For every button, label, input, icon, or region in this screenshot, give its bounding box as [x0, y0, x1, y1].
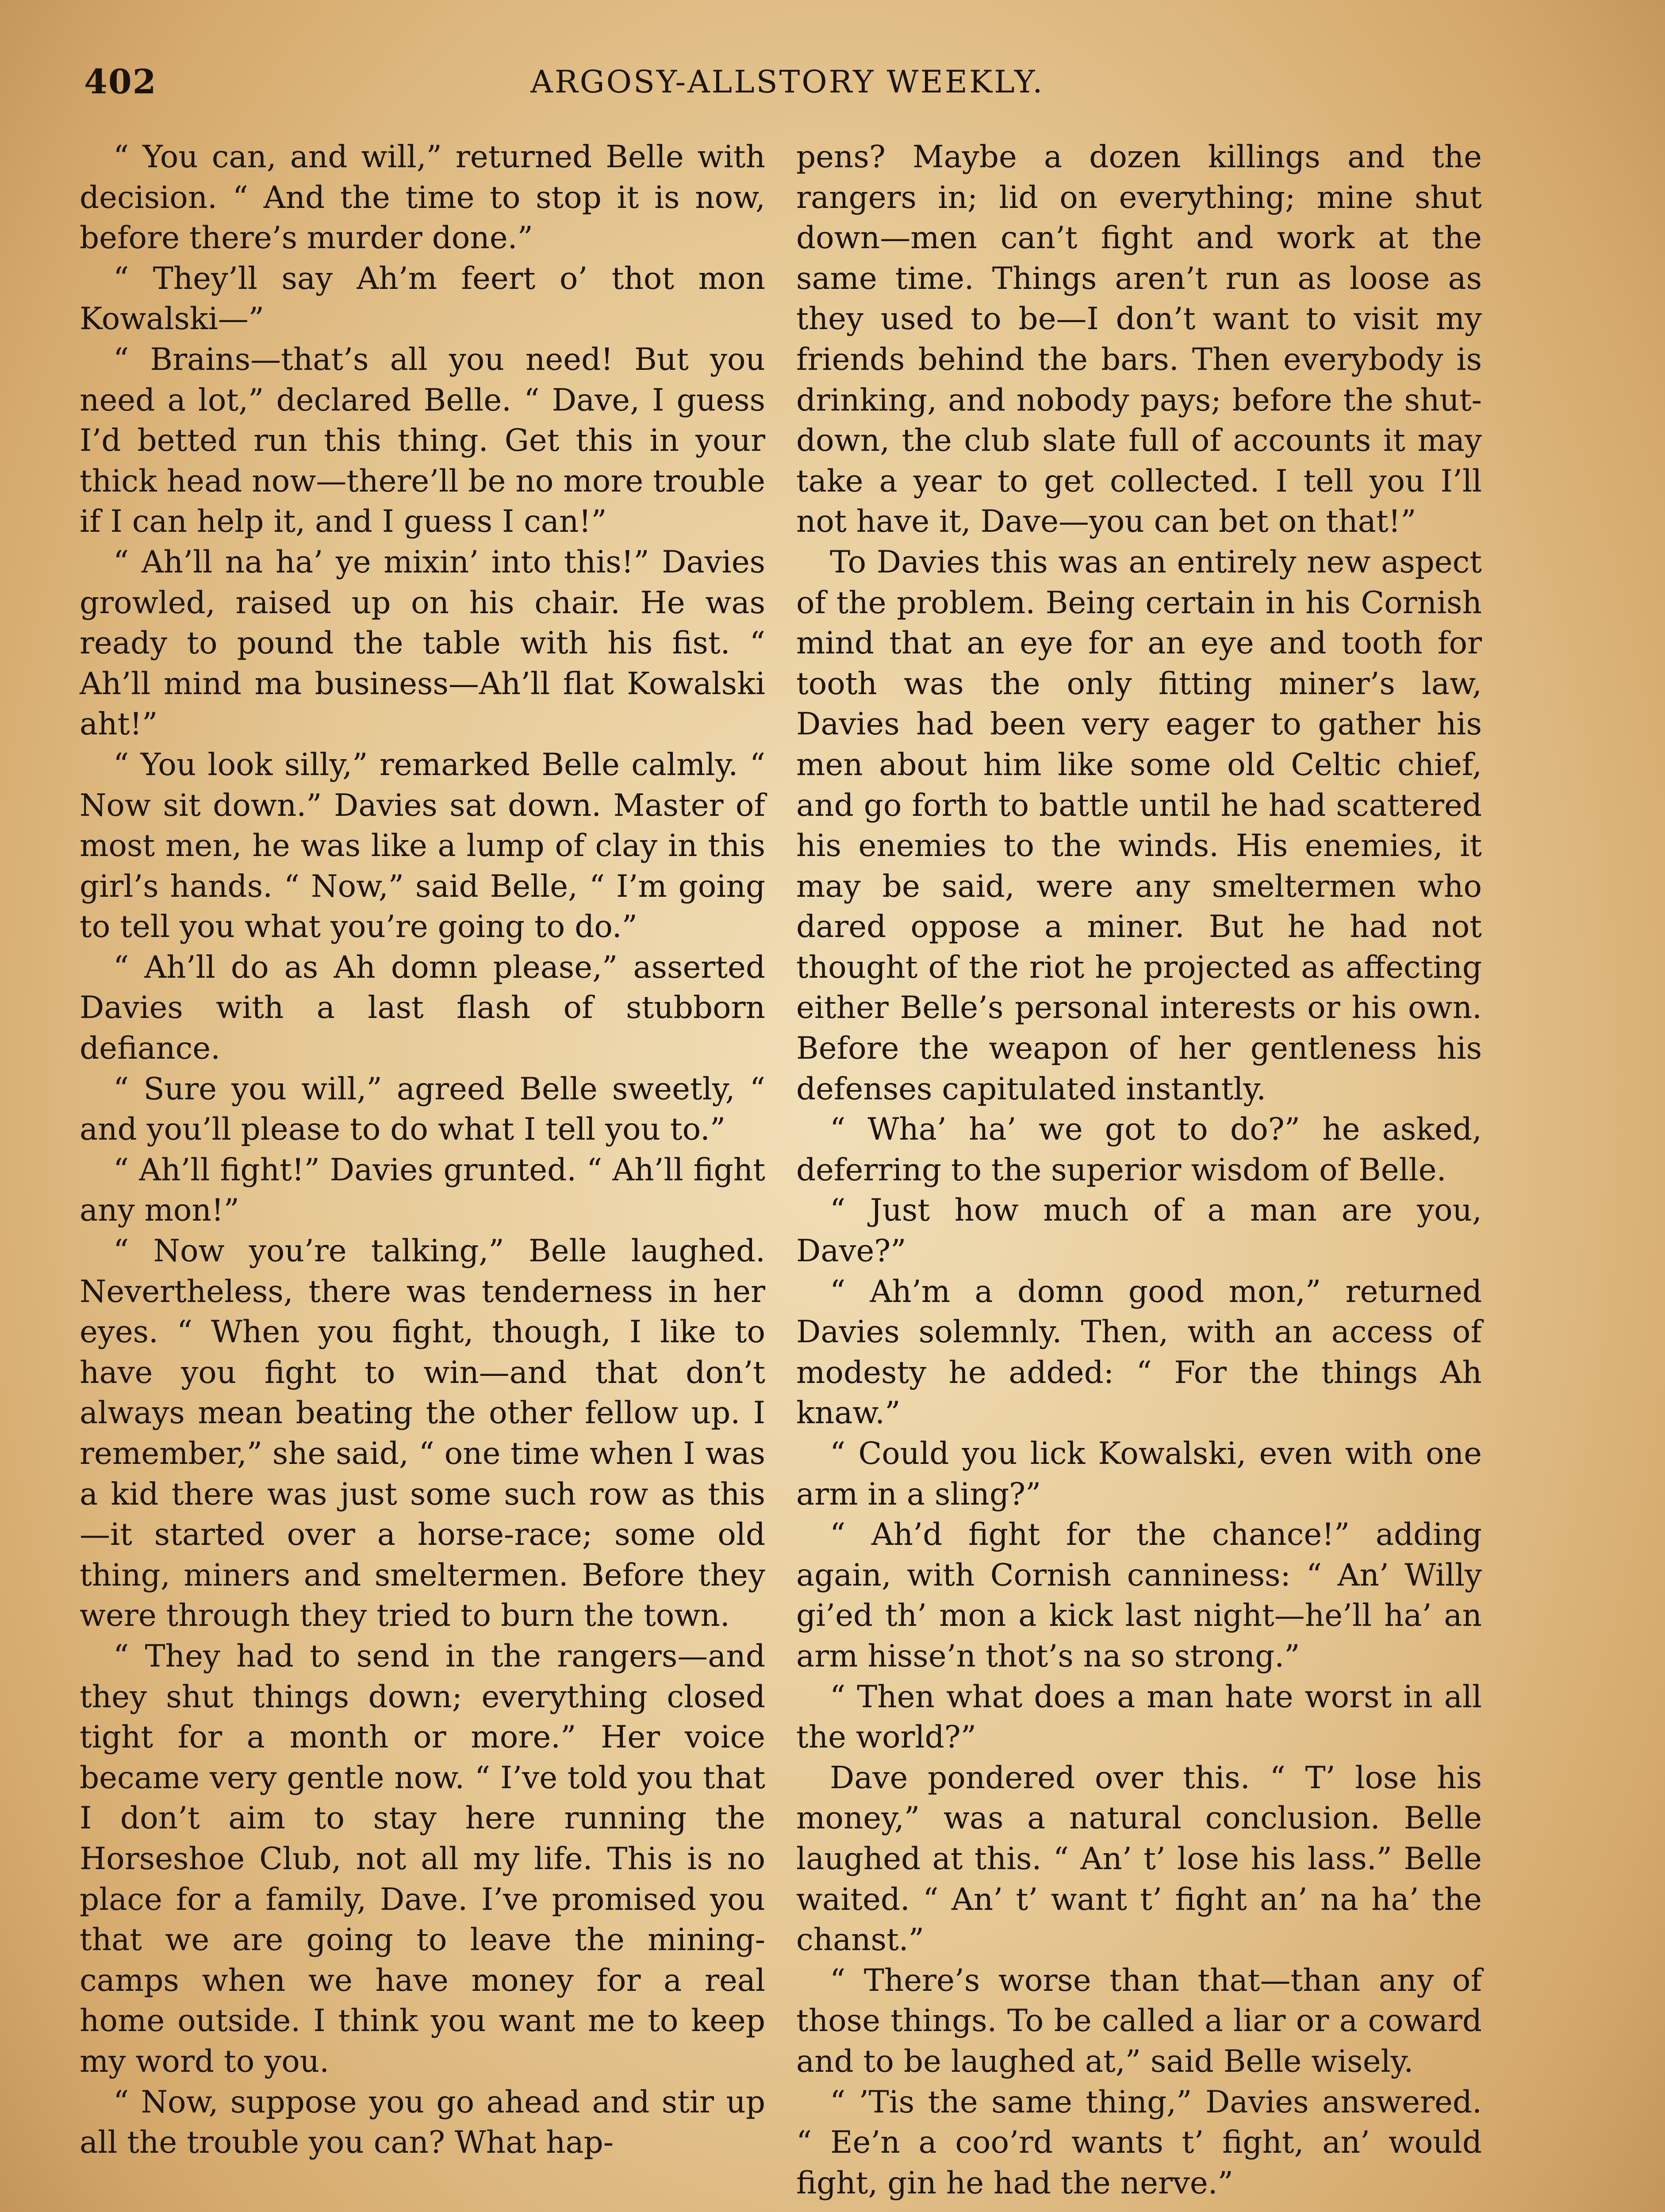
paragraph: “ Ah’ll fight!” Davies grunted. “ Ah’ll fight any mon!”: [80, 1152, 765, 1229]
paragraph: “ Ah’m a domn good mon,” returned Davies solemnly. Then, with an access of modesty he added: “ For the things Ah knaw.”: [796, 1274, 1482, 1431]
text-column-right: [796, 137, 1482, 2204]
paragraph-continued: pens? Maybe a dozen killings and the rangers in; lid on everything; mine shut down—men can’t fight and work at the same time. Things aren’t run as loose as they used to be—I don’t want to visit my friends behind the bars. Then everybody is drinking, and nobody pays; before the shut-down, the club slate full of accounts it may take a year to get collected. I tell you I’ll not have it, Dave—you can bet on that!”: [796, 139, 1482, 540]
paragraph: “ Wha’ ha’ we got to do?” he asked, deferring to the superior wisdom of Belle.: [796, 1112, 1482, 1188]
page-header: [84, 62, 1491, 111]
paragraph: “ Sure you will,” agreed Belle sweetly, “ and you’ll please to do what I tell you to.”: [80, 1071, 765, 1148]
paragraph: “ Now you’re talking,” Belle laughed. Nevertheless, there was tenderness in her eyes. “ When you fight, though, I like to have you fight to win—and that don’t always mean beating the other fellow up. I remember,” she said, “ one time when I was a kid there was just some such row as this—it started over a horse-race; some old thing, miners and smeltermen. Before they were through they tried to burn the town.: [80, 1233, 765, 1634]
paragraph: Dave pondered over this. “ T’ lose his money,” was a natural conclusion. Belle laughed at this. “ An’ t’ lose his lass.” Belle waited. “ An’ t’ want t’ fight an’ na ha’ the chanst.”: [796, 1760, 1482, 1958]
paragraph: To Davies this was an entirely new aspect of the problem. Being certain in his Cornish mind that an eye for an eye and tooth for tooth was the only fitting miner’s law, Davies had been very eager to gather his men about him like some old Celtic chief, and go forth to battle until he had scattered his enemies to the winds. His enemies, it may be said, were any smeltermen who dared oppose a miner. But he had not thought of the riot he projected as affecting either Belle’s personal interests or his own. Before the weapon of her gentleness his defenses capitulated instantly.: [796, 544, 1482, 1107]
paragraph: “ You look silly,” remarked Belle calmly. “ Now sit down.” Davies sat down. Master of most men, he was like a lump of clay in this girl’s hands. “ Now,” said Belle, “ I’m going to tell you what you’re going to do.”: [80, 747, 765, 945]
paragraph: “ Ah’d fight for the chance!” adding again, with Cornish canniness: “ An’ Willy gi’ed th’ mon a kick last night—he’ll ha’ an arm hisse’n thot’s na so strong.”: [796, 1517, 1482, 1674]
paragraph: “ They had to send in the rangers—and they shut things down; everything closed tight for a month or more.” Her voice became very gentle now. “ I’ve told you that I don’t aim to stay here running the Horseshoe Club, not all my life. This is no place for a family, Dave. I’ve promised you that we are going to leave the mining-camps when we have money for a real home outside. I think you want me to keep my word to you.: [80, 1638, 765, 2079]
paragraph: “ Could you lick Kowalski, even with one arm in a sling?”: [796, 1436, 1482, 1512]
paragraph: “ You can, and will,” returned Belle with decision. “ And the time to stop it is now, before there’s murder done.”: [80, 139, 765, 256]
text-column-left: [80, 137, 765, 2163]
page-number: 402: [84, 62, 157, 101]
running-head: ARGOSY-ALLSTORY WEEKLY.: [530, 64, 1044, 100]
paragraph: “ Ah’ll do as Ah domn please,” asserted Davies with a last flash of stubborn defiance.: [80, 949, 765, 1067]
paragraph: “ Brains—that’s all you need! But you need a lot,” declared Belle. “ Dave, I guess I’d betted run this thing. Get this in your thick head now—there’ll be no more trouble if I can help it, and I guess I can!”: [80, 342, 765, 540]
paragraph: “ Now, suppose you go ahead and stir up all the trouble you can? What hap-: [80, 2084, 765, 2161]
paragraph: “ Just how much of a man are you, Dave?”: [796, 1193, 1482, 1269]
paragraph: “ Ah’ll na ha’ ye mixin’ into this!” Davies growled, raised up on his chair. He was ready to pound the table with his fist. “ Ah’ll mind ma business—Ah’ll flat Kowalski aht!”: [80, 544, 765, 742]
paragraph: “ ’Tis the same thing,” Davies answered. “ Ee’n a coo’rd wants t’ fight, an’ would fight, gin he had the nerve.”: [796, 2084, 1482, 2201]
paragraph: “ Then what does a man hate worst in all the world?”: [796, 1679, 1482, 1755]
paragraph: “ They’ll say Ah’m feert o’ thot mon Kowalski—”: [80, 261, 765, 337]
paragraph: “ There’s worse than that—than any of those things. To be called a liar or a coward and to be laughed at,” said Belle wisely.: [796, 1962, 1482, 2079]
